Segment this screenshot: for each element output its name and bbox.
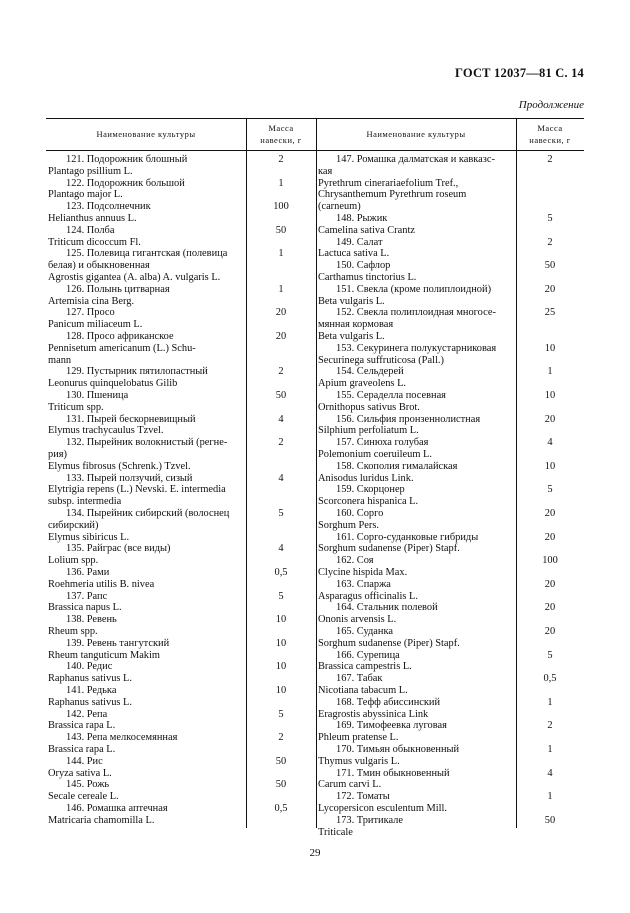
entry-line: 162. Соя — [336, 555, 374, 567]
entry-mass: 0,5 — [274, 803, 288, 814]
entry-line: Agrostis gigantea (A. alba) A. vulgaris L. — [48, 272, 221, 283]
header-mass-right-2: навески, г — [529, 135, 571, 145]
entry-line: кая — [318, 165, 333, 177]
entry-line: 158. Скополия гималайская — [336, 460, 458, 472]
entry-line: 151. Свекла (кроме полиплоидной) — [336, 283, 492, 295]
entry-line: Carthamus tinctorius L. — [318, 272, 417, 283]
entry-line: Sorghum sudanense (Piper) Stapf. — [318, 637, 460, 649]
col-rule-2 — [316, 118, 317, 828]
entry-line: 137. Рапс — [66, 590, 108, 602]
entry-line: 160. Сорго — [336, 508, 384, 519]
entry-line: 130. Пшеница — [66, 390, 129, 401]
entry-line: 159. Скорцонер — [336, 484, 405, 496]
entry-mass: 20 — [544, 626, 556, 637]
entry-mass: 20 — [275, 331, 287, 342]
entry-line: Pennisetum americanum (L.) Schu- — [48, 342, 196, 354]
entry-mass: 10 — [275, 614, 287, 626]
entry-line: 155. Сераделла посевная — [336, 390, 446, 401]
entry-line: Matricaria chamomilla L. — [48, 814, 155, 826]
entry-line: Clycine hispida Max. — [318, 567, 408, 578]
entry-line: 156. Сильфия пронзеннолистная — [336, 413, 481, 425]
entry-line: 152. Свекла полиплоидная многосе- — [336, 307, 496, 319]
entry-mass: 4 — [278, 472, 284, 484]
header-mass-right-1: Масса — [537, 123, 563, 133]
entry-line: 132. Пырейник волокнистый (регне- — [66, 437, 228, 449]
entry-line: 122. Подорожник большой — [66, 177, 185, 189]
entry-mass: 2 — [278, 437, 284, 449]
crop-mass-table — [46, 118, 584, 838]
entry-mass: 1 — [547, 696, 553, 708]
page-number: 29 — [309, 847, 321, 859]
entry-line: 169. Тимофеевка луговая — [336, 720, 447, 732]
entry-line: Sorghum sudanense (Piper) Stapf. — [318, 543, 460, 555]
entry-line: 125. Полевица гигантская (полевица — [66, 248, 228, 260]
entry-mass: 5 — [547, 484, 553, 496]
entry-mass: 4 — [547, 767, 553, 779]
entry-mass: 5 — [547, 213, 553, 224]
header-name-left: Наименование культуры — [96, 129, 196, 139]
entry-line: 133. Пырей ползучий, сизый — [66, 472, 193, 484]
entry-line: Brassica campestris L. — [318, 661, 412, 673]
entry-line: 138. Ревень — [66, 614, 117, 626]
table-top-rule — [46, 118, 584, 119]
entry-mass: 4 — [278, 413, 284, 425]
entry-line: Elymus sibiricus L. — [48, 531, 130, 543]
entry-line: Elymus fibrosus (Schrenk.) Tzvel. — [48, 460, 191, 472]
entry-mass: 25 — [544, 307, 556, 319]
entry-mass: 100 — [542, 555, 558, 567]
entry-line: Triticale — [318, 826, 353, 838]
entry-line: Oryza sativa L. — [48, 767, 112, 779]
entry-line: 134. Пырейник сибирский (волоснец — [66, 508, 230, 519]
entry-mass: 50 — [275, 224, 287, 236]
entry-line: 143. Репа мелкосемянная — [66, 732, 178, 744]
entry-line: Sorghum Pers. — [318, 519, 380, 531]
entry-mass: 10 — [544, 390, 556, 401]
entry-mass: 50 — [544, 260, 556, 272]
entry-mass: 5 — [278, 708, 284, 720]
entry-mass: 5 — [547, 649, 553, 661]
entry-line: Scorconera hispanica L. — [318, 496, 419, 508]
entry-line: Apium graveolens L. — [318, 378, 407, 390]
entry-line: 161. Сорго-суданковые гибриды — [336, 531, 479, 543]
entry-mass: 4 — [547, 437, 553, 449]
entry-line: Securinega suffruticosa (Pall.) — [318, 354, 444, 366]
entry-mass: 5 — [278, 590, 284, 602]
entry-line: Triticum dicoccum Fl. — [48, 236, 141, 248]
entry-line: 145. Рожь — [66, 779, 110, 791]
entry-line: Roehmeria utilis B. nivea — [48, 578, 155, 590]
entry-mass: 50 — [275, 755, 287, 767]
entry-line: (carneum) — [318, 201, 361, 213]
entry-line: 146. Ромашка аптечная — [66, 803, 168, 814]
entry-mass: 20 — [275, 307, 287, 319]
entry-line: 127. Просо — [66, 307, 115, 319]
entry-line: mann — [48, 354, 72, 366]
entry-line: 172. Томаты — [336, 791, 390, 803]
entry-mass: 4 — [278, 543, 284, 555]
entry-line: 148. Рыжик — [336, 213, 388, 224]
entry-mass: 2 — [278, 366, 284, 378]
entry-line: Leonurus quinquelobatus Gilib — [48, 378, 178, 390]
entry-line: 166. Сурепица — [336, 649, 400, 661]
entry-line: Brassica rapa L. — [48, 720, 116, 732]
entry-line: Artemisia cina Berg. — [48, 295, 135, 307]
entry-line: Asparagus officinalis L. — [318, 590, 418, 602]
entry-mass: 20 — [544, 413, 556, 425]
entry-line: 171. Тмин обыкновенный — [336, 767, 450, 779]
entry-mass: 2 — [278, 732, 284, 744]
entry-mass: 100 — [273, 201, 289, 213]
entry-line: Thymus vulgaris L. — [318, 755, 400, 767]
entry-mass: 50 — [544, 814, 556, 826]
entry-line: 153. Секуринега полукустарниковая — [336, 342, 497, 354]
entry-line: 168. Тефф абиссинский — [336, 696, 441, 708]
entry-line: Silphium perfoliatum L. — [318, 425, 419, 437]
entry-mass: 20 — [544, 578, 556, 590]
continuation-label: Продолжение — [518, 99, 584, 111]
entry-mass: 50 — [275, 390, 287, 401]
entry-line: Elymus trachycaulus Tzvel. — [48, 425, 164, 437]
entry-line: мянная кормовая — [318, 319, 394, 331]
entry-line: 167. Табак — [336, 673, 383, 685]
entry-line: Rheum tanguticum Makim — [48, 649, 160, 661]
entry-line: сибирский) — [48, 519, 99, 531]
entry-line: 121. Подорожник блошный — [66, 154, 188, 165]
entry-line: Ornithopus sativus Brot. — [318, 401, 420, 413]
entry-line: 164. Стальник полевой — [336, 602, 438, 614]
entry-line: 163. Спаржа — [336, 578, 391, 590]
entry-line: 123. Подсолнечник — [66, 201, 151, 213]
entry-line: 157. Синюха голубая — [336, 437, 429, 449]
entry-line: Raphanus sativus L. — [48, 696, 132, 708]
entry-line: Chrysanthemum Pyrethrum roseum — [318, 189, 467, 201]
entry-mass: 2 — [278, 154, 284, 165]
entry-line: Anisodus luridus Link. — [318, 472, 414, 484]
entry-line: Plantago psillium L. — [48, 165, 133, 177]
entry-mass: 20 — [544, 508, 556, 519]
entry-line: Plantago major L. — [48, 189, 123, 201]
entry-line: Triticum spp. — [48, 401, 104, 413]
entry-line: 136. Рами — [66, 567, 110, 578]
entry-mass: 1 — [278, 283, 284, 295]
entry-mass: 1 — [547, 791, 553, 803]
entry-line: 128. Просо африканское — [66, 331, 174, 342]
entry-line: 129. Пустырник пятилопастный — [66, 366, 208, 378]
entry-line: Polemonium coeruileum L. — [318, 449, 432, 460]
entry-line: 170. Тимьян обыкновенный — [336, 744, 460, 755]
entry-mass: 20 — [544, 283, 556, 295]
entry-line: subsp. intermedia — [48, 496, 122, 508]
entry-line: 144. Рис — [66, 755, 103, 767]
entry-line: Brassica rapa L. — [48, 744, 116, 755]
entry-line: Helianthus annuus L. — [48, 213, 137, 224]
entry-line: 135. Райграс (все виды) — [66, 543, 171, 555]
entry-line: Brassica napus L. — [48, 602, 122, 614]
entry-line: 139. Ревень тангутский — [66, 637, 170, 649]
header-mass-left-2: навески, г — [260, 135, 302, 145]
entry-mass: 0,5 — [543, 673, 557, 685]
entry-mass: 0,5 — [274, 567, 288, 578]
entry-mass: 2 — [547, 154, 553, 165]
header-mass-left-1: Масса — [268, 123, 294, 133]
entry-line: 154. Сельдерей — [336, 366, 404, 378]
entry-line: Panicum miliaceum L. — [48, 319, 143, 331]
entry-line: Nicotiana tabacum L. — [318, 685, 408, 696]
entry-line: Raphanus sativus L. — [48, 673, 132, 685]
entry-line: 131. Пырей бескорневищный — [66, 413, 196, 425]
entry-mass: 1 — [278, 177, 284, 189]
entry-mass: 50 — [275, 779, 287, 791]
entry-line: Lactuca sativa L. — [318, 248, 390, 260]
entry-line: рия) — [48, 449, 67, 460]
entry-line: 140. Редис — [66, 661, 113, 673]
entry-mass: 1 — [547, 366, 553, 378]
entry-line: Rheum spp. — [48, 626, 98, 637]
entry-mass: 20 — [544, 531, 556, 543]
entry-line: Lycopersicon esculentum Mill. — [318, 803, 447, 814]
entry-line: 147. Ромашка далматская и кавказс- — [336, 154, 495, 165]
entry-line: Phleum pratense L. — [318, 732, 399, 744]
document-header: ГОСТ 12037—81 С. 14 — [455, 66, 584, 80]
entry-line: 124. Полба — [66, 224, 115, 236]
entry-line: 173. Тритикале — [336, 814, 403, 826]
entry-line: Elytrigia repens (L.) Nevski. E. intermedia — [48, 484, 226, 496]
entry-line: 149. Салат — [336, 236, 383, 248]
entry-mass: 10 — [275, 637, 287, 649]
entry-mass: 1 — [547, 744, 553, 755]
entry-mass: 10 — [544, 460, 556, 472]
entry-line: Pyrethrum cinerariaefolium Tref., — [318, 177, 459, 189]
entry-line: Lolium spp. — [48, 555, 99, 567]
entry-line: Eragrostis abyssinica Link — [318, 708, 429, 720]
entry-mass: 2 — [547, 720, 553, 732]
entry-line: 165. Суданка — [336, 626, 393, 637]
entry-mass: 10 — [544, 342, 556, 354]
entry-line: Carum carvi L. — [318, 779, 382, 791]
entry-mass: 1 — [278, 248, 284, 260]
entry-line: белая) и обыкновенная — [48, 260, 150, 272]
entry-mass: 10 — [275, 661, 287, 673]
entry-line: 142. Репа — [66, 708, 108, 720]
entry-line: 150. Сафлор — [336, 260, 391, 272]
entry-mass: 20 — [544, 602, 556, 614]
header-name-right: Наименование культуры — [366, 129, 466, 139]
entry-line: Beta vulgaris L. — [318, 331, 385, 342]
entry-line: 126. Полынь цитварная — [66, 283, 170, 295]
entry-line: Secale cereale L. — [48, 791, 119, 803]
entry-line: Camelina sativa Crantz — [318, 224, 415, 236]
entry-line: 141. Редька — [66, 685, 117, 696]
entry-line: Beta vulgaris L. — [318, 295, 385, 307]
entry-mass: 2 — [547, 236, 553, 248]
entry-mass: 10 — [275, 685, 287, 696]
entry-mass: 5 — [278, 508, 284, 519]
entry-line: Ononis arvensis L. — [318, 614, 397, 626]
header-bottom-rule — [46, 150, 584, 151]
